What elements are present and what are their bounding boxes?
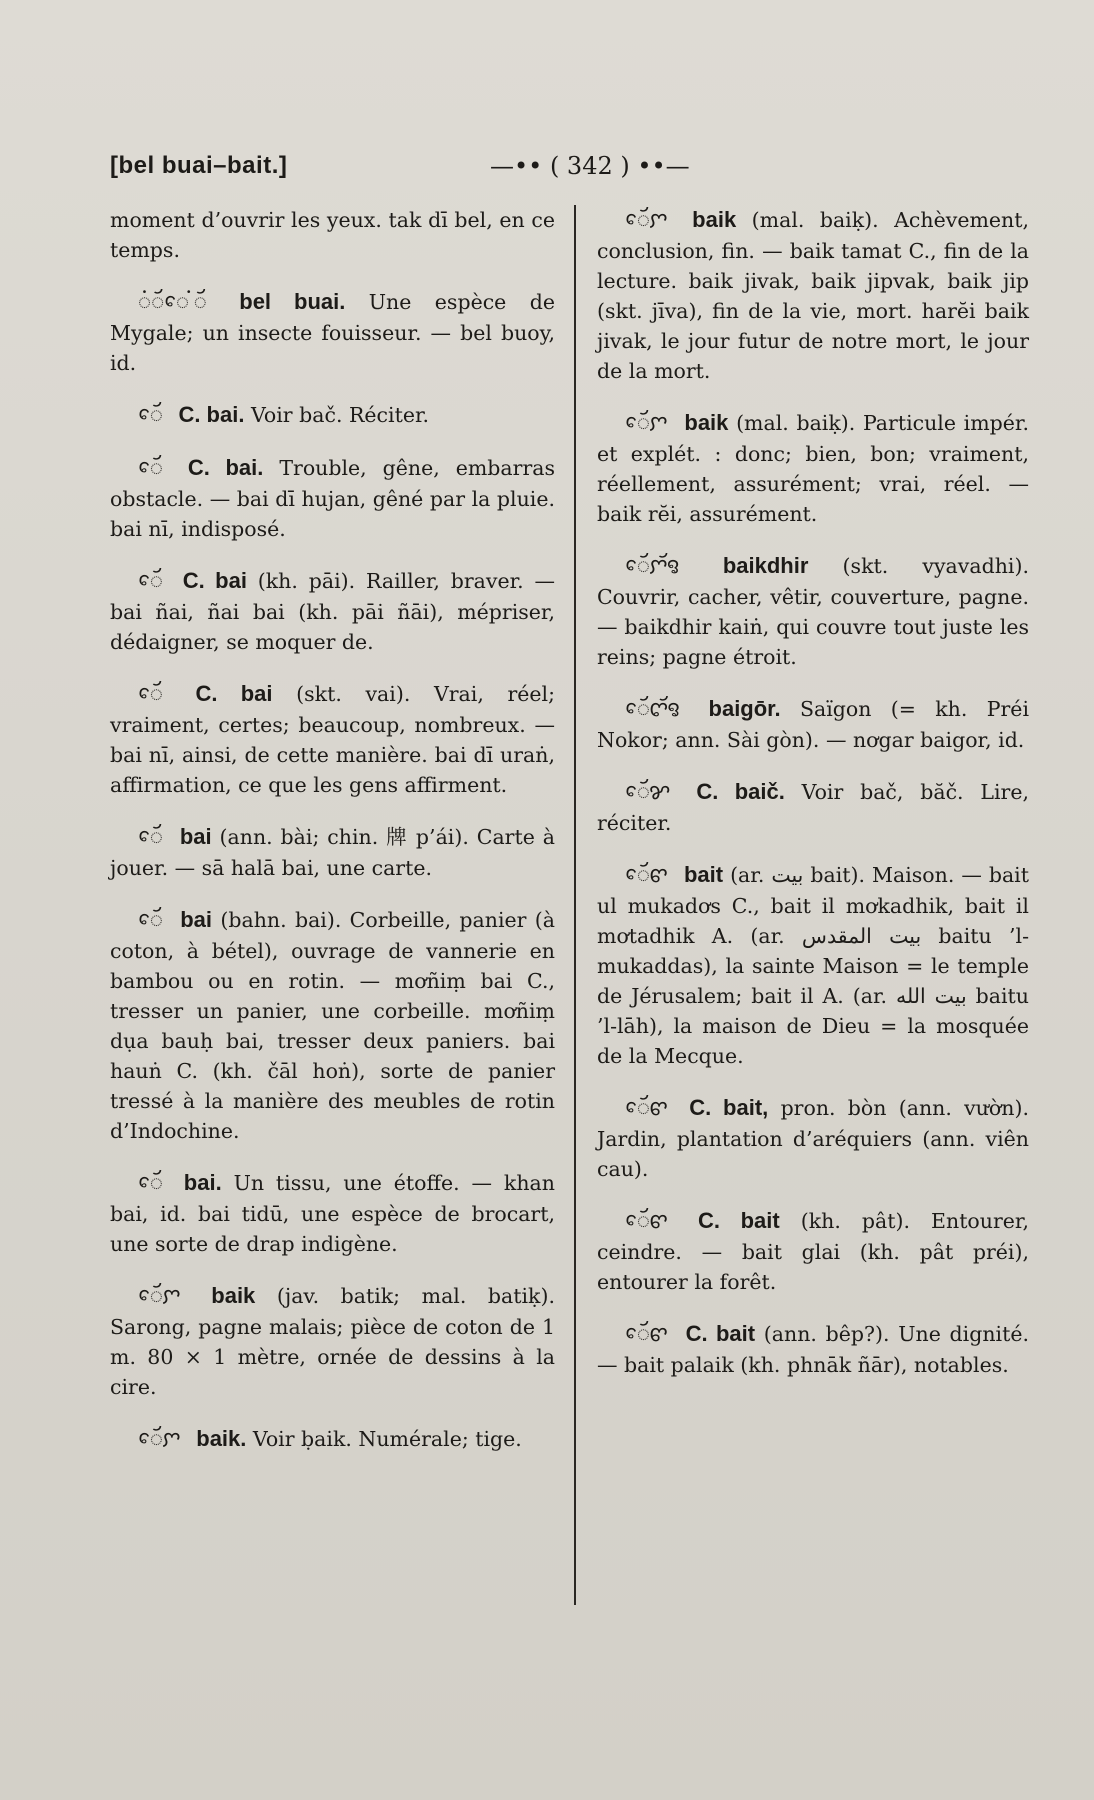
entry-text: (mal. baiḳ). Achèvement, conclusion, fin. — baik tamat C., fin de la lecture. baik jivak, baik jipvak, baik jip (skt. jīva), fin de la vie, mort. harĕi baik jivak, le jour futur de notre mort, le jour de la mort. (597, 208, 1029, 383)
entry-headword: C. bait (685, 1321, 756, 1346)
entry-headword: C. bait, (689, 1095, 769, 1120)
cham-script: ꨯꨮꨆ (625, 208, 667, 233)
dictionary-entry (597, 205, 1029, 386)
dictionary-entry (597, 551, 1029, 672)
entry-text: (skt. vai). Vrai, réel; vraiment, certes; beaucoup, nombreux. — bai nī, ainsi, de cette manière. bai dī uraṅ, affirmation, ce que les gens affirment. (110, 682, 555, 797)
dictionary-entry (110, 1281, 555, 1402)
entry-text: (mal. baiḳ). Particule impér. et explét. : donc; bien, bon; vraiment, réellement, assurément; vrai, réel. — baik rĕi, assurément. (597, 411, 1029, 526)
entry-text: (ann. bài; chin. 牌 p’ái). Carte à jouer. — sā halā bai, une carte. (110, 825, 555, 880)
cham-script: ꨯꨮꨆ (138, 1284, 180, 1309)
entry-text: Saïgon (= kh. Préi Nokor; ann. Sài gòn). — nơgar baigor, id. (597, 697, 1029, 752)
entry-headword: bai (180, 907, 213, 932)
entry-headword: C. bait (697, 1208, 780, 1233)
dictionary-entry (110, 905, 555, 1146)
dictionary-entry (110, 822, 555, 883)
dictionary-entry (597, 1093, 1029, 1184)
cham-script: ꨯꨮ (138, 456, 162, 481)
dictionary-entry (597, 860, 1029, 1071)
entry-headword: baik. (196, 1426, 247, 1451)
column-divider (574, 205, 576, 1605)
dictionary-entry (110, 1168, 555, 1259)
entry-headword: bai (179, 824, 212, 849)
cham-script: ꨯꨮꨌ (625, 780, 670, 805)
entry-text: pron. bòn (ann. vườn). Jardin, plantation d’aréquiers (ann. viên cau). (597, 1096, 1029, 1181)
cham-script: ꨯꨮꨆꨮꨅ (625, 554, 679, 579)
cham-script: ꨯꨮ (138, 569, 162, 594)
dictionary-entry (597, 1206, 1029, 1297)
entry-headword: C. bai. (178, 402, 245, 427)
entry-text: (skt. vyavadhi). Couvrir, cacher, vêtir, couverture, pagne. — baikdhir kaiṅ, qui couvre tout juste les reins; pagne étroit. (597, 554, 1029, 669)
entry-text: Voir ḅaik. Numérale; tige. (252, 1427, 522, 1451)
entry-text: Un tissu, une étoffe. — khan bai, id. bai tidū, une espèce de brocart, une sorte de drap indigène. (110, 1171, 555, 1256)
left-column (110, 205, 555, 1477)
cham-script: ꨯꨮꨈꨮꨅ (625, 697, 680, 722)
dictionary-entry (110, 679, 555, 800)
dictionary-entry (110, 287, 555, 378)
entry-text: Voir bač. Réciter. (250, 403, 430, 427)
entry-text: Une espèce de Mygale; un insecte fouisseur. — bel buoy, id. (110, 290, 555, 375)
cham-script: ꨯꨮ (138, 682, 162, 707)
cham-script: ꨯꨮ (138, 825, 162, 850)
entry-headword: baigōr. (708, 696, 781, 721)
entry-text: (kh. pāi). Railler, braver. — bai ñai, ñai bai (kh. pāi ñāi), mépriser, dédaigner, se moquer de. (110, 569, 555, 654)
cham-script: ꨯꨮꨓ (625, 1322, 667, 1347)
entry-headword: baik (692, 207, 737, 232)
entry-text: (jav. batik; mal. batiḳ). Sarong, pagne malais; pièce de coton de 1 m. 80 × 1 mètre, ornée de dessins à la cire. (110, 1284, 555, 1399)
entry-text: (bahn. bai). Corbeille, panier (à coton, à bétel), ouvrage de vannerie en bambou ou en rotin. — mơñiṃ bai C., tresser un panier, une corbeille. mơñiṃ dụa bauḥ bai, tresser deux paniers. bai hauṅ C. (kh. čāl hoṅ), sorte de panier tressé à la manière des meubles de rotin d’Indochine. (110, 908, 555, 1143)
entry-headword: bait (683, 862, 724, 887)
entry-headword: C. bai (195, 681, 273, 706)
entry-headword: bai. (183, 1170, 222, 1195)
page-header (110, 150, 1040, 200)
entry-headword: baikdhir (722, 553, 809, 578)
cham-script: ꨯꨮꨆ (625, 411, 667, 436)
cham-script: ꩌꨮꨯ ꩌꨮ (138, 290, 206, 315)
cham-script: ꨯꨮ (138, 403, 162, 428)
dictionary-entry (110, 453, 555, 544)
entry-text: Trouble, gêne, embarras obstacle. — bai dī hujan, gêné par la pluie. bai nī, indisposé. (110, 456, 555, 541)
cham-script: ꨯꨮꨓ (625, 1096, 667, 1121)
entry-headword: C. bai. (187, 455, 264, 480)
entry-text: Voir bač, băč. Lire, réciter. (597, 780, 1029, 835)
cham-script: ꨯꨮꨆ (138, 1427, 180, 1452)
entry-text: (kh. pât). Entourer, ceindre. — bait glai (kh. pât préi), entourer la forêt. (597, 1209, 1029, 1294)
entry-headword: bel buai. (239, 289, 346, 314)
continued-entry (110, 205, 555, 265)
cham-script: ꨯꨮꨓ (625, 1209, 667, 1234)
dictionary-entry (110, 566, 555, 657)
page-number: —•• ( 342 ) ••— (490, 152, 690, 180)
entry-headword: C. bai (182, 568, 247, 593)
entry-range: [bel buai–bait.] (110, 152, 288, 179)
cham-script: ꨯꨮꨓ (625, 863, 667, 888)
dictionary-entry (597, 777, 1029, 838)
entry-headword: baik (211, 1283, 256, 1308)
cham-script: ꨯꨮ (138, 908, 162, 933)
dictionary-entry (597, 694, 1029, 755)
dictionary-entry (597, 1319, 1029, 1380)
dictionary-entry (597, 408, 1029, 529)
entry-text: (ar. بيت bait). Maison. — bait ul mukadơs C., bait il mơkadhik, bait il mơtadhik A. (ar. بيت المقدس baitu ’l-mukaddas), la sainte Maison = le temple de Jérusalem; bait il A. (ar. بيت الله baitu ’l-lāh), la maison de Dieu = la mosquée de la Mecque. (597, 863, 1030, 1068)
cham-script: ꨯꨮ (138, 1171, 162, 1196)
dictionary-entry (110, 1424, 555, 1455)
entry-text: moment d’ouvrir les yeux. tak dī bel, en ce temps. (110, 208, 555, 262)
entry-text: (ann. bêp?). Une dignité. — bait palaik (kh. phnāk ñār), notables. (597, 1322, 1029, 1377)
entry-headword: C. baič. (696, 779, 785, 804)
right-column (597, 205, 1029, 1402)
dictionary-entry (110, 400, 555, 431)
entry-headword: baik (684, 410, 729, 435)
